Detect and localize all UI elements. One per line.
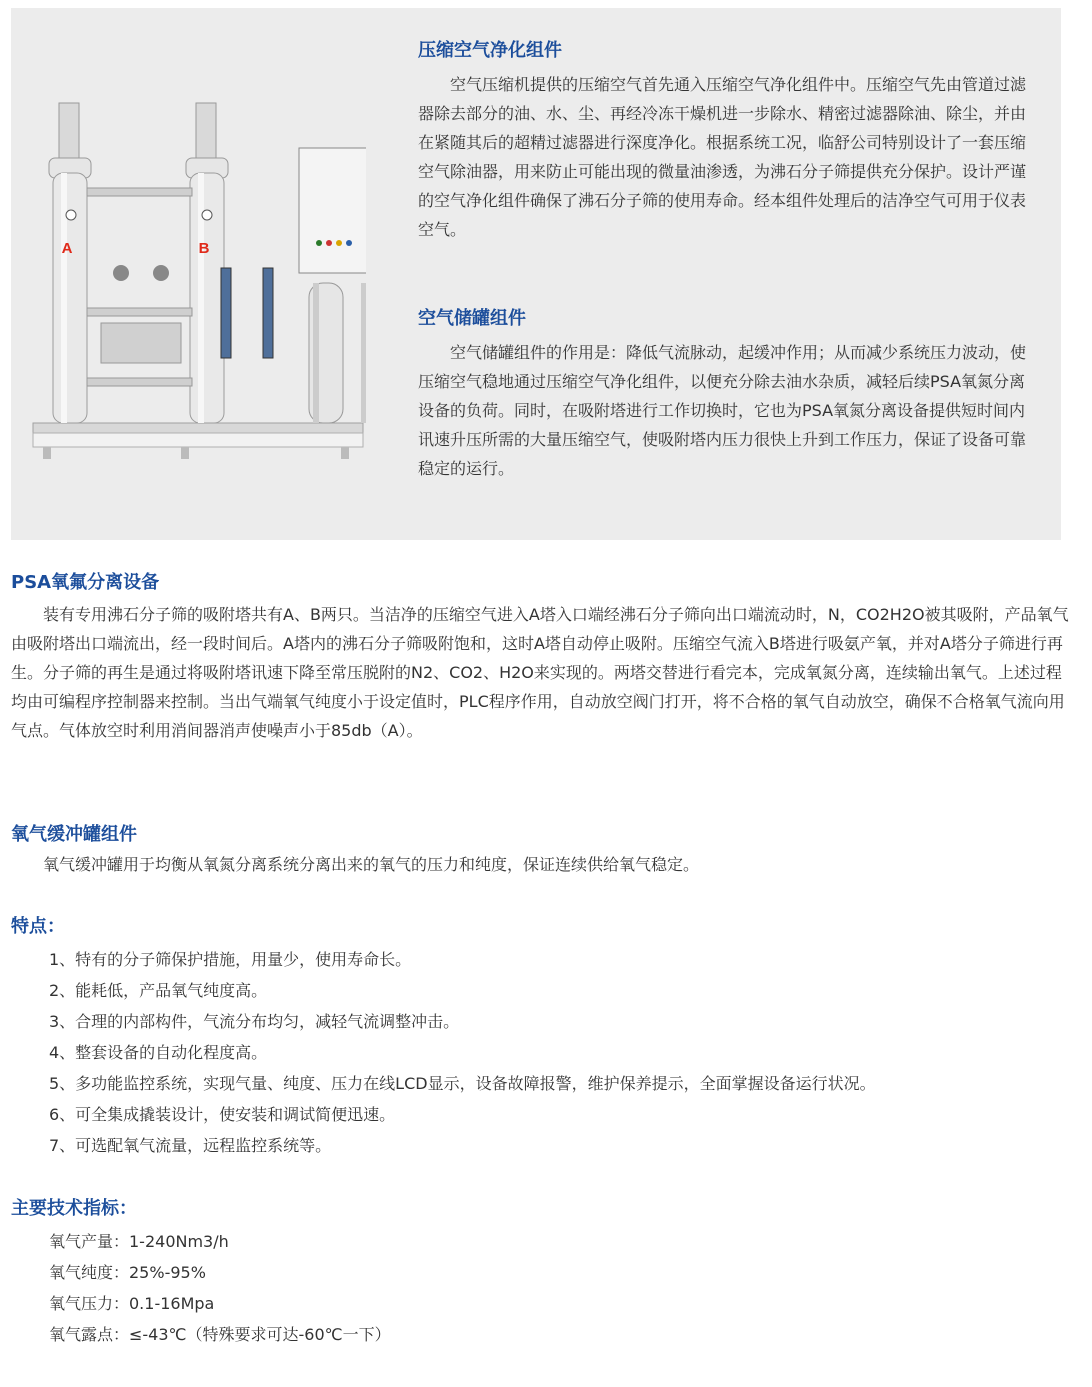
top-panel (11, 8, 1061, 540)
spec-item: 氧气产量：1-240Nm3/h (49, 1232, 229, 1251)
feature-item: 5、多功能监控系统，实现气量、纯度、压力在线LCD显示，设备故障报警，维护保养提示，全面掌握设备运行状况。 (49, 1074, 876, 1093)
buffer-section (11, 822, 1075, 879)
spec-item: 氧气压力：0.1-16Mpa (49, 1294, 215, 1313)
section-title-specs: 主要技术指标： (11, 1198, 137, 1219)
specs-list (11, 1226, 1075, 1350)
spec-item: 氧气纯度：25%-95% (49, 1263, 206, 1282)
section-title-air-storage: 空气储罐组件 (418, 308, 526, 329)
buffer-paragraph: 氧气缓冲罐用于均衡从氧氮分离系统分离出来的氧气的压力和纯度，保证连续供给氧气稳定。 (43, 855, 700, 874)
feature-item: 3、合理的内部构件，气流分布均匀，减轻气流调整冲击。 (49, 1012, 460, 1031)
section-title-air-purification: 压缩空气净化组件 (418, 40, 562, 61)
specs-section (11, 1196, 1075, 1350)
tower-a-label: A (61, 240, 73, 257)
psa-paragraph: 装有专用沸石分子筛的吸附塔共有A、B两只。当洁净的压缩空气进入A塔入口端经沸石分子筛向出口端流动时，N，CO2H2O被其吸附，产品氧气由吸附塔出口端流出，经一段时间后。A塔内的沸石分子筛吸附饱和，这时A塔自动停止吸附。压缩空气流入B塔进行吸氨产氧，并对A塔分子筛进行再生。分子筛的再生是通过将吸附塔讯速下降至常压脱附的N2、CO2、H2O来实现的。两塔交替进行看完本，完成氧氮分离，连续输出氧气。上述过程均由可编程序控制器来控制。当出气端氧气纯度小于设定值时，PLC程序作用，自动放空阀门打开，将不合格的氧气自动放空，确保不合格氧气流向用气点。气体放空时利用消间器消声使噪声小于85db（A）。 (11, 605, 1069, 740)
features-section (11, 914, 1075, 1161)
feature-item: 2、能耗低，产品氧气纯度高。 (49, 981, 268, 1000)
section-title-psa: PSA氧氟分离设备 (11, 572, 160, 593)
tower-b-label: B (198, 240, 210, 257)
features-list (11, 944, 1075, 1161)
section-title-features: 特点： (11, 916, 65, 937)
psa-section (11, 570, 1075, 745)
feature-item: 1、特有的分子筛保护措施，用量少，使用寿命长。 (49, 950, 412, 969)
section-title-buffer: 氧气缓冲罐组件 (11, 824, 137, 845)
feature-item: 6、可全集成撬装设计，使安装和调试简便迅速。 (49, 1105, 396, 1124)
feature-item: 4、整套设备的自动化程度高。 (49, 1043, 268, 1062)
air-purification-paragraph: 空气压缩机提供的压缩空气首先通入压缩空气净化组件中。压缩空气先由管道过滤器除去部分的油、水、尘、再经冷冻干燥机进一步除水、精密过滤器除油、除尘，并由在紧随其后的超精过滤器进行深度净化。根据系统工况，临舒公司特别设计了一套压缩空气除油器，用来防止可能出现的微量油渗透，为沸石分子筛提供充分保护。设计严谨的空气净化组件确保了沸石分子筛的使用寿命。经本组件处理后的洁净空气可用于仪表空气。 (418, 75, 1027, 239)
feature-item: 7、可选配氧气流量，远程监控系统等。 (49, 1136, 332, 1155)
psa-equipment-image (31, 93, 366, 468)
spec-item: 氧气露点：≤-43℃（特殊要求可达-60℃一下） (49, 1325, 391, 1344)
air-storage-paragraph: 空气储罐组件的作用是：降低气流脉动，起缓冲作用；从而减少系统压力波动，使压缩空气稳地通过压缩空气净化组件，以便充分除去油水杂质，减轻后续PSA氧氮分离设备的负荷。同时，在吸附塔进行工作切换时，它也为PSA氧氮分离设备提供短时间内讯速升压所需的大量压缩空气，使吸附塔内压力很快上升到工作压力，保证了设备可靠稳定的运行。 (418, 343, 1027, 478)
